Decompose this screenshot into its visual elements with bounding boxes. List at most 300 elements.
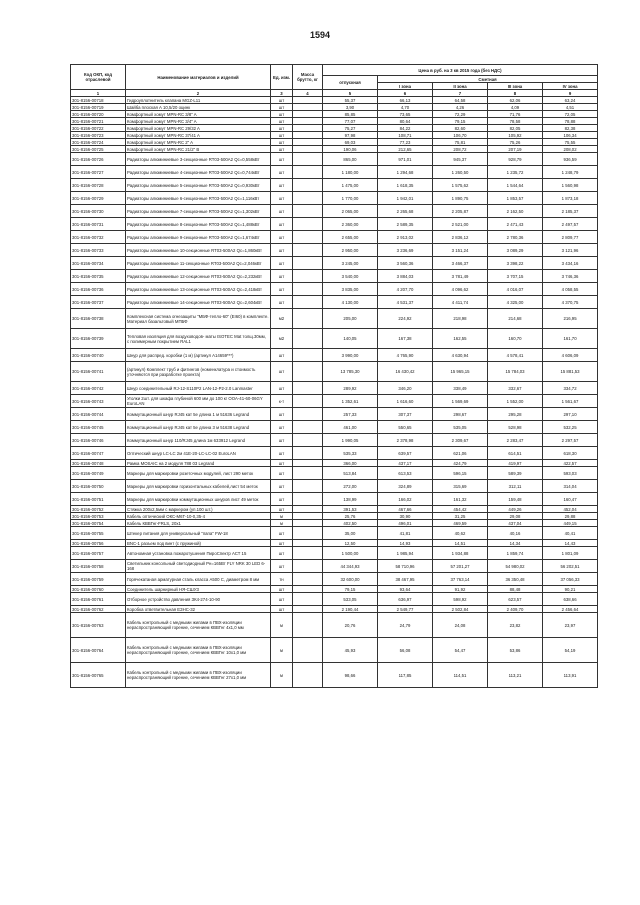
col-number: 2 <box>126 90 271 97</box>
row-code: 301-8156-00732 <box>71 231 126 244</box>
table-row <box>71 179 598 192</box>
row-code: 301-8156-00757 <box>71 547 126 560</box>
row-code: 301-8156-00722 <box>71 125 126 132</box>
row-price-2: 167,38 <box>378 329 433 349</box>
row-price-2: 84,22 <box>378 125 433 132</box>
header-zone-2: II зона <box>433 83 488 90</box>
table-row <box>71 309 598 329</box>
row-price-2: 550,65 <box>378 421 433 434</box>
row-price-2: 166,02 <box>378 493 433 506</box>
row-price-3: 14,51 <box>433 540 488 547</box>
table-row <box>71 506 598 513</box>
row-unit: шт <box>271 104 293 111</box>
table-row <box>71 593 598 606</box>
row-name: Радиаторы алюминиевые 4-секционные RT03-500A2 Qc=0,744кВт <box>126 166 271 179</box>
row-price-3: 57 201,27 <box>433 560 488 573</box>
row-price-2: 1 294,68 <box>378 166 433 179</box>
row-price-5: 297,10 <box>543 408 598 421</box>
row-price-2: 16 430,42 <box>378 362 433 382</box>
row-unit: шт <box>271 493 293 506</box>
row-price-2: 2 589,35 <box>378 218 433 231</box>
row-name: Радиаторы алюминиевые 13-секционные RT03-500A2 Qc=2,418кВт <box>126 283 271 296</box>
row-name: Коммутационный шнур 110/RJ45 длина 1м 633912 Legrand <box>126 434 271 447</box>
row-price-5: 56 202,51 <box>543 560 598 573</box>
header-release: отпускная <box>323 76 378 90</box>
row-code: 301-8156-00736 <box>71 283 126 296</box>
row-name: Радиаторы алюминиевые 11-секционные RT03-500A2 Qc=2,046кВт <box>126 257 271 270</box>
row-code: 301-8156-00737 <box>71 296 126 309</box>
row-price-5: 78,88 <box>543 118 598 125</box>
row-mass <box>293 231 323 244</box>
row-code: 301-8156-00728 <box>71 179 126 192</box>
row-mass <box>293 573 323 586</box>
row-code: 301-8156-00725 <box>71 146 126 153</box>
table-row <box>71 192 598 205</box>
row-name: Рамка MOSAIC на 2 модуля 788 03 Legrand <box>126 460 271 467</box>
row-price-5: 4 058,55 <box>543 283 598 296</box>
row-price-2: 58 710,96 <box>378 560 433 573</box>
row-price-4: 14,34 <box>488 540 543 547</box>
row-price-3: 2 502,84 <box>433 606 488 613</box>
row-price-4: 207,19 <box>488 146 543 153</box>
row-unit: шт <box>271 192 293 205</box>
row-mass <box>293 257 323 270</box>
col-number: 8 <box>488 90 543 97</box>
row-price-4: 54 980,02 <box>488 560 543 573</box>
row-price-3: 621,06 <box>433 447 488 460</box>
row-price-3: 37 763,14 <box>433 573 488 586</box>
row-name: Кабель оптический ОКС-М6Т-10-0,35-4 <box>126 513 271 520</box>
row-unit: шт <box>271 118 293 125</box>
table-row <box>71 111 598 118</box>
row-name: Радиаторы алюминиевые 6-секционные RT03-500A2 Qc=1,116кВт <box>126 192 271 205</box>
row-price-4: 23,82 <box>488 613 543 638</box>
row-code: 301-8156-00726 <box>71 153 126 166</box>
row-price-1: 533,05 <box>323 593 378 606</box>
row-price-1: 272,00 <box>323 480 378 493</box>
row-name: Маркеры для маркировки коммутационных шнуров лист 49 меток <box>126 493 271 506</box>
row-unit: шт <box>271 560 293 573</box>
row-price-3: 338,49 <box>433 382 488 395</box>
header-name: Наименование материалов и изделий <box>126 65 271 90</box>
row-price-1: 140,05 <box>323 329 378 349</box>
row-unit: шт <box>271 132 293 139</box>
row-price-3: 161,32 <box>433 493 488 506</box>
table-row <box>71 513 598 520</box>
row-price-4: 2 283,47 <box>488 434 543 447</box>
row-price-1: 45,93 <box>323 638 378 663</box>
row-price-1: 138,99 <box>323 493 378 506</box>
row-code: 301-8156-00760 <box>71 586 126 593</box>
row-name: Радиаторы алюминиевые 9-секционные RT03-500A2 Qc=1,674кВт <box>126 231 271 244</box>
row-code: 301-8156-00723 <box>71 132 126 139</box>
row-price-2: 346,20 <box>378 382 433 395</box>
row-price-4: 4,09 <box>488 104 543 111</box>
row-price-5: 14,43 <box>543 540 598 547</box>
row-mass <box>293 506 323 513</box>
row-price-3: 218,98 <box>433 309 488 329</box>
table-row <box>71 139 598 146</box>
row-code: 301-8156-00741 <box>71 362 126 382</box>
table-row <box>71 573 598 586</box>
row-code: 301-8156-00752 <box>71 506 126 513</box>
row-code: 301-8156-00762 <box>71 606 126 613</box>
row-price-2: 30,90 <box>378 513 433 520</box>
header-zone-1: I зона <box>378 83 433 90</box>
row-price-1: 13 785,30 <box>323 362 378 382</box>
row-mass <box>293 132 323 139</box>
row-price-3: 4 096,62 <box>433 283 488 296</box>
row-price-1: 513,84 <box>323 467 378 480</box>
row-price-1: 3 540,00 <box>323 270 378 283</box>
row-unit: шт <box>271 480 293 493</box>
row-price-4: 928,79 <box>488 153 543 166</box>
row-unit: шт <box>271 606 293 613</box>
row-unit: шт <box>271 467 293 480</box>
row-price-1: 3 990,00 <box>323 349 378 362</box>
row-price-1: 4 130,00 <box>323 296 378 309</box>
row-code: 301-8156-00735 <box>71 270 126 283</box>
row-price-5: 2 185,37 <box>543 205 598 218</box>
row-mass <box>293 520 323 527</box>
row-code: 301-8156-00756 <box>71 540 126 547</box>
row-name: Радиаторы алюминиевые 10-секционные RT03-500A2 Qc=1,860кВт <box>126 244 271 257</box>
table-row <box>71 329 598 349</box>
row-name: Светильник консольный светодиодный Рн=165Вт FLY NRK 30 LED 6-168 <box>126 560 271 573</box>
row-price-1: 391,53 <box>323 506 378 513</box>
row-mass <box>293 111 323 118</box>
row-name: Горячекатаная арматурная сталь класса А500 С, диаметром 8 мм <box>126 573 271 586</box>
row-price-5: 1 801,09 <box>543 547 598 560</box>
row-price-2: 24,79 <box>378 613 433 638</box>
row-mass <box>293 638 323 663</box>
col-number: 6 <box>378 90 433 97</box>
row-price-3: 40,62 <box>433 527 488 540</box>
row-unit: м <box>271 638 293 663</box>
row-price-4: 528,98 <box>488 421 543 434</box>
row-price-2: 212,65 <box>378 146 433 153</box>
row-price-5: 4,51 <box>543 104 598 111</box>
row-price-3: 298,67 <box>433 408 488 421</box>
row-unit: шт <box>271 231 293 244</box>
page-number: 1594 <box>309 30 331 40</box>
row-mass <box>293 192 323 205</box>
row-price-1: 55,37 <box>323 97 378 104</box>
row-mass <box>293 146 323 153</box>
table-row <box>71 586 598 593</box>
row-price-4: 1 552,00 <box>488 395 543 408</box>
row-price-5: 314,04 <box>543 480 598 493</box>
row-unit: шт <box>271 434 293 447</box>
row-name: Маркеры для маркировки розеточных модулей, лист 290 меток <box>126 467 271 480</box>
row-price-1: 77,07 <box>323 118 378 125</box>
row-name: Шайба плоская А 10,5/20 оцинк <box>126 104 271 111</box>
row-unit: шт <box>271 270 293 283</box>
row-price-5: 1 560,98 <box>543 179 598 192</box>
row-price-3: 208,72 <box>433 146 488 153</box>
row-price-2: 639,57 <box>378 447 433 460</box>
row-price-1: 3 835,00 <box>323 283 378 296</box>
row-mass <box>293 153 323 166</box>
row-price-3: 469,59 <box>433 520 488 527</box>
row-name: Коммутационный шнур RJ45 кат 5e длина 3 м 51638 Legrand <box>126 421 271 434</box>
row-price-3: 75,81 <box>433 139 488 146</box>
row-price-1: 1 180,00 <box>323 166 378 179</box>
row-name: Комфортный хомут MPN-RC 37/41 A <box>126 132 271 139</box>
row-price-2: 14,93 <box>378 540 433 547</box>
table-row <box>71 408 598 421</box>
row-price-4: 159,48 <box>488 493 543 506</box>
row-price-3: 454,42 <box>433 506 488 513</box>
row-price-1: 75,27 <box>323 125 378 132</box>
row-mass <box>293 527 323 540</box>
row-price-1: 3,90 <box>323 104 378 111</box>
row-price-3: 1 934,88 <box>433 547 488 560</box>
row-name: Автономная установка пожаротушения ПироСпектр АСТ 15 <box>126 547 271 560</box>
row-price-2: 2 378,98 <box>378 434 433 447</box>
row-price-3: 4,26 <box>433 104 488 111</box>
row-price-1: 1 352,61 <box>323 395 378 408</box>
row-unit: шт <box>271 593 293 606</box>
row-price-2: 3 236,69 <box>378 244 433 257</box>
row-price-1: 190,06 <box>323 146 378 153</box>
row-name: Комфортный хомут MPN-RC 21/2" B <box>126 146 271 153</box>
row-mass <box>293 349 323 362</box>
row-mass <box>293 270 323 283</box>
row-unit: шт <box>271 547 293 560</box>
row-code: 301-8156-00721 <box>71 118 126 125</box>
row-price-1: 865,00 <box>323 153 378 166</box>
row-price-2: 636,97 <box>378 593 433 606</box>
row-name: Шнур для распред. коробки (1 м) (артикул А14659***) <box>126 349 271 362</box>
row-name: Комфортный хомут MPN-RC 3/8" A <box>126 111 271 118</box>
row-price-2: 496,01 <box>378 520 433 527</box>
table-row <box>71 520 598 527</box>
table-row <box>71 493 598 506</box>
row-mass <box>293 480 323 493</box>
row-price-4: 15 784,03 <box>488 362 543 382</box>
col-number: 7 <box>433 90 488 97</box>
row-price-1: 12,50 <box>323 540 378 547</box>
table-row <box>71 146 598 153</box>
row-price-1: 97,98 <box>323 132 378 139</box>
row-unit: шт <box>271 146 293 153</box>
col-number: 3 <box>271 90 293 97</box>
row-name: Коробка ответвительная ЕЗНС-32 <box>126 606 271 613</box>
row-price-2: 2 265,68 <box>378 205 433 218</box>
row-name: Комфортный хомут MPN-RC 2" A <box>126 139 271 146</box>
row-price-5: 452,04 <box>543 506 598 513</box>
row-code: 301-8156-00739 <box>71 329 126 349</box>
header-unit: Ед. изм. <box>271 65 293 90</box>
row-price-2: 467,66 <box>378 506 433 513</box>
table-row <box>71 421 598 434</box>
row-price-5: 72,05 <box>543 111 598 118</box>
row-price-4: 214,68 <box>488 309 543 329</box>
row-price-3: 79,15 <box>433 118 488 125</box>
row-unit: шт <box>271 349 293 362</box>
row-price-4: 3 707,15 <box>488 270 543 283</box>
table-row <box>71 125 598 132</box>
row-mass <box>293 125 323 132</box>
row-price-4: 332,67 <box>488 382 543 395</box>
row-price-5: 3 434,16 <box>543 257 598 270</box>
row-price-2: 3 560,36 <box>378 257 433 270</box>
row-name: Комплексная система огнезащиты "МБФ-тепло-60" (EI60) в комплекте. Материал базальтовый МПБФ <box>126 309 271 329</box>
row-price-5: 1 248,79 <box>543 166 598 179</box>
row-code: 301-8156-00740 <box>71 349 126 362</box>
row-mass <box>293 606 323 613</box>
row-price-2: 108,71 <box>378 132 433 139</box>
row-price-4: 62,06 <box>488 97 543 104</box>
row-price-2: 41,81 <box>378 527 433 540</box>
row-mass <box>293 179 323 192</box>
row-price-5: 618,30 <box>543 447 598 460</box>
row-mass <box>293 118 323 125</box>
row-mass <box>293 244 323 257</box>
row-price-1: 2 360,00 <box>323 218 378 231</box>
row-mass <box>293 104 323 111</box>
row-mass <box>293 139 323 146</box>
row-price-5: 2 809,77 <box>543 231 598 244</box>
header-code: Код ОКП, код отраслевой <box>71 65 126 90</box>
row-price-5: 2 456,64 <box>543 606 598 613</box>
row-price-1: 2 065,00 <box>323 205 378 218</box>
row-price-2: 307,37 <box>378 408 433 421</box>
row-price-1: 3 245,00 <box>323 257 378 270</box>
row-price-1: 2 950,00 <box>323 244 378 257</box>
row-unit: шт <box>271 283 293 296</box>
row-mass <box>293 362 323 382</box>
row-price-2: 1 942,01 <box>378 192 433 205</box>
row-unit: шт <box>271 296 293 309</box>
row-unit: шт <box>271 97 293 104</box>
row-price-1: 98,66 <box>323 663 378 688</box>
table-row <box>71 467 598 480</box>
row-mass <box>293 309 323 329</box>
row-price-5: 15 881,53 <box>543 362 598 382</box>
row-name: Стяжка 200х2,5мм с маркером (уп.100 шт.) <box>126 506 271 513</box>
col-number: 1 <box>71 90 126 97</box>
row-mass <box>293 395 323 408</box>
row-unit: шт <box>271 166 293 179</box>
row-price-5: 4 606,09 <box>543 349 598 362</box>
row-price-1: 44 344,93 <box>323 560 378 573</box>
table-row <box>71 231 598 244</box>
row-name: Кабель контрольный с медными жилами в ПВХ-изоляции нераспространяющий горение, сечением КВВГнг 4х1,0 мм <box>126 613 271 638</box>
row-mass <box>293 166 323 179</box>
row-price-3: 82,60 <box>433 125 488 132</box>
row-code: 301-8156-00758 <box>71 560 126 573</box>
row-price-3: 114,51 <box>433 663 488 688</box>
row-price-4: 3 398,22 <box>488 257 543 270</box>
table-row <box>71 362 598 382</box>
row-code: 301-8156-00747 <box>71 447 126 460</box>
row-price-2: 66,13 <box>378 97 433 104</box>
row-name: Кабель контрольный с медными жилами в ПВХ-изоляции нераспространяющий горение, сечением КВВГнг 27х1,0 мм <box>126 663 271 688</box>
row-price-2: 4,70 <box>378 104 433 111</box>
row-price-1: 2 190,44 <box>323 606 378 613</box>
row-mass <box>293 513 323 520</box>
row-price-2: 77,23 <box>378 139 433 146</box>
row-name: Кабель контрольный с медными жилами в ПВХ-изоляции нераспространяющий горение, сечением КВВГнг 10х1,0 мм <box>126 638 271 663</box>
row-mass <box>293 467 323 480</box>
row-price-4: 2 471,43 <box>488 218 543 231</box>
row-price-4: 78,58 <box>488 118 543 125</box>
row-unit: шт <box>271 408 293 421</box>
row-price-3: 2 205,87 <box>433 205 488 218</box>
row-code: 301-8156-00731 <box>71 218 126 231</box>
row-price-1: 289,92 <box>323 382 378 395</box>
row-name: Соединитель шарнирный НЯ-СШУЗ <box>126 586 271 593</box>
table-row <box>71 395 598 408</box>
row-code: 301-8156-00754 <box>71 520 126 527</box>
row-price-4: 40,16 <box>488 527 543 540</box>
row-unit: шт <box>271 205 293 218</box>
row-price-5: 532,25 <box>543 421 598 434</box>
row-price-3: 4 411,74 <box>433 296 488 309</box>
row-unit: шт <box>271 421 293 434</box>
row-price-2: 324,89 <box>378 480 433 493</box>
row-price-3: 91,92 <box>433 586 488 593</box>
row-price-4: 1 853,57 <box>488 192 543 205</box>
row-price-2: 117,85 <box>378 663 433 688</box>
row-price-3: 598,92 <box>433 593 488 606</box>
row-mass <box>293 663 323 688</box>
row-price-5: 113,91 <box>543 663 598 688</box>
row-code: 301-8156-00738 <box>71 309 126 329</box>
row-code: 301-8156-00719 <box>71 104 126 111</box>
row-code: 301-8156-00734 <box>71 257 126 270</box>
table-row <box>71 527 598 540</box>
row-unit: тн <box>271 573 293 586</box>
row-unit: шт <box>271 244 293 257</box>
row-name: BNC-1 разъем под винт (с пружиной) <box>126 540 271 547</box>
row-price-4: 71,76 <box>488 111 543 118</box>
row-name: Радиаторы алюминиевые 3-секционные RT03-500A2 Qc=0,558кВт <box>126 153 271 166</box>
row-unit: шт <box>271 382 293 395</box>
row-name: Радиаторы алюминиевые 14-секционные RT03-500A2 Qc=2,604кВт <box>126 296 271 309</box>
row-price-2: 437,17 <box>378 460 433 467</box>
row-unit: м2 <box>271 329 293 349</box>
row-unit: шт <box>271 111 293 118</box>
table-row <box>71 434 598 447</box>
row-price-5: 75,55 <box>543 139 598 146</box>
row-price-2: 1 616,60 <box>378 395 433 408</box>
col-number: 9 <box>543 90 598 97</box>
row-price-1: 205,00 <box>323 309 378 329</box>
header-zone-4: IV зона <box>543 83 598 90</box>
row-price-4: 2 780,36 <box>488 231 543 244</box>
row-unit: шт <box>271 257 293 270</box>
row-price-3: 2 309,67 <box>433 434 488 447</box>
row-price-1: 25,76 <box>323 513 378 520</box>
row-price-2: 56,08 <box>378 638 433 663</box>
row-code: 301-8156-00750 <box>71 480 126 493</box>
row-price-5: 593,03 <box>543 467 598 480</box>
row-price-3: 1 890,75 <box>433 192 488 205</box>
row-price-3: 315,69 <box>433 480 488 493</box>
row-price-2: 4 531,37 <box>378 296 433 309</box>
row-price-4: 82,05 <box>488 125 543 132</box>
row-price-3: 1 260,50 <box>433 166 488 179</box>
row-price-4: 1 544,64 <box>488 179 543 192</box>
row-price-4: 419,97 <box>488 460 543 467</box>
table-row <box>71 638 598 663</box>
row-name: Шнур соединительный RJ-12-S110P2 LAN-12-P2-2.0 Lanmaster <box>126 382 271 395</box>
row-price-5: 638,66 <box>543 593 598 606</box>
row-price-3: 535,05 <box>433 421 488 434</box>
